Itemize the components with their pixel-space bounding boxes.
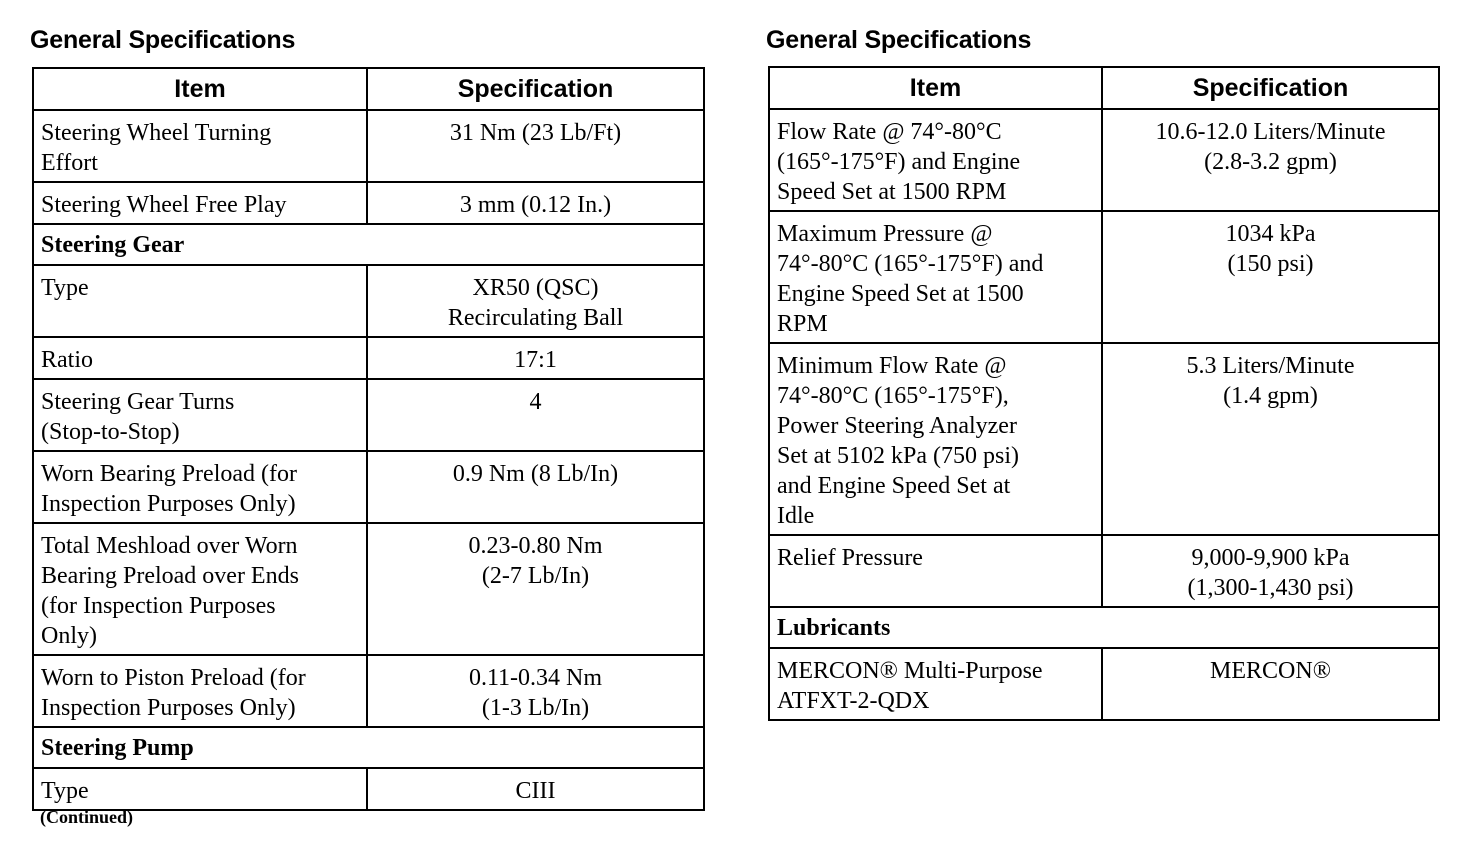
left-spec-table (32, 67, 705, 811)
item-text-line: Steering Wheel Free Play (41, 192, 287, 218)
item-text-line: Bearing Preload over Ends (41, 563, 299, 589)
item-cell (33, 379, 367, 451)
specification-cell (367, 451, 704, 523)
specification-text-line: (1-3 Lb/In) (481, 695, 590, 721)
table-header-row (33, 68, 704, 110)
specification-text-line: 0.9 Nm (8 Lb/In) (452, 461, 619, 487)
specification-text-line: CIII (515, 778, 556, 804)
specification-text-line: 4 (529, 389, 542, 415)
item-text-line: 74°-80°C (165°-175°F) and (777, 251, 1044, 277)
right-section-title: General Specifications (766, 26, 1032, 54)
section-row (33, 727, 704, 768)
item-text-line: 74°-80°C (165°-175°F), (777, 383, 1009, 409)
specification-cell (1102, 343, 1439, 535)
specification-text-line: 0.11-0.34 Nm (468, 665, 603, 691)
item-cell (33, 337, 367, 379)
table-row (33, 379, 704, 451)
item-text-line: Worn Bearing Preload (for (41, 461, 297, 487)
item-cell (33, 523, 367, 655)
item-text-line: Power Steering Analyzer (777, 413, 1017, 439)
item-text-line: Type (41, 275, 89, 301)
item-text-line: Flow Rate @ 74°-80°C (777, 119, 1002, 145)
item-cell (33, 451, 367, 523)
section-label: Lubricants (769, 607, 1439, 648)
specification-text-line: 9,000-9,900 kPa (1191, 545, 1350, 571)
item-text-line: (for Inspection Purposes (41, 593, 276, 619)
specification-text-line: Recirculating Ball (447, 305, 624, 331)
item-cell (769, 343, 1102, 535)
item-text-line: Idle (777, 503, 815, 529)
specification-text-line: XR50 (QSC) (472, 275, 599, 301)
item-cell (33, 265, 367, 337)
section-row (769, 607, 1439, 648)
item-text-line: and Engine Speed Set at (777, 473, 1011, 499)
column-header-specification: Specification (367, 68, 704, 110)
specification-text-line: 0.23-0.80 Nm (468, 533, 603, 559)
item-text-line: Minimum Flow Rate @ (777, 353, 1007, 379)
specification-text-line: (1.4 gpm) (1223, 383, 1318, 409)
item-text-line: Total Meshload over Worn (41, 533, 298, 559)
item-cell (769, 648, 1102, 720)
item-text-line: Worn to Piston Preload (for (41, 665, 306, 691)
specification-text-line: 1034 kPa (1225, 221, 1316, 247)
item-text-line: Engine Speed Set at 1500 (777, 281, 1024, 307)
table-row (33, 182, 704, 224)
item-text-line: RPM (777, 311, 828, 337)
column-header-specification: Specification (1102, 67, 1439, 109)
table-row (769, 535, 1439, 607)
item-cell (33, 768, 367, 810)
specification-text-line: (1,300-1,430 psi) (1187, 575, 1354, 601)
section-label: Steering Gear (33, 224, 704, 265)
column-header-item: Item (33, 68, 367, 110)
specification-cell (367, 265, 704, 337)
table-row (33, 110, 704, 182)
specification-text-line: 3 mm (0.12 In.) (459, 192, 612, 218)
table-row (33, 451, 704, 523)
item-text-line: Ratio (41, 347, 93, 373)
left-section-title: General Specifications (30, 26, 296, 54)
specification-text-line: (2-7 Lb/In) (481, 563, 590, 589)
item-text-line: Inspection Purposes Only) (41, 491, 296, 517)
item-text-line: Steering Gear Turns (41, 389, 235, 415)
continued-footnote: (Continued) (40, 807, 134, 827)
item-text-line: (165°-175°F) and Engine (777, 149, 1021, 175)
item-text-line: MERCON® Multi-Purpose (777, 658, 1043, 684)
table-row (769, 109, 1439, 211)
item-text-line: ATFXT-2-QDX (777, 688, 930, 714)
table-header-row (769, 67, 1439, 109)
item-text-line: Relief Pressure (777, 545, 923, 571)
right-spec-table (768, 66, 1440, 721)
specification-cell (1102, 535, 1439, 607)
table-row (33, 523, 704, 655)
specification-cell (367, 110, 704, 182)
item-cell (769, 109, 1102, 211)
item-cell (769, 535, 1102, 607)
table-row (33, 655, 704, 727)
item-text-line: Inspection Purposes Only) (41, 695, 296, 721)
item-text-line: Maximum Pressure @ (777, 221, 993, 247)
item-cell (33, 655, 367, 727)
section-label: Steering Pump (33, 727, 704, 768)
section-row (33, 224, 704, 265)
specification-text-line: 31 Nm (23 Lb/Ft) (449, 120, 622, 146)
item-text-line: Set at 5102 kPa (750 psi) (777, 443, 1019, 469)
specification-text-line: 17:1 (514, 347, 557, 373)
specification-cell (367, 523, 704, 655)
specification-text-line: (2.8-3.2 gpm) (1204, 149, 1337, 175)
specification-text-line: (150 psi) (1227, 251, 1314, 277)
item-text-line: Type (41, 778, 89, 804)
item-text-line: (Stop-to-Stop) (41, 419, 180, 445)
specification-cell (1102, 648, 1439, 720)
table-row (33, 337, 704, 379)
specification-cell (367, 768, 704, 810)
specification-text-line: 10.6-12.0 Liters/Minute (1155, 119, 1386, 145)
specification-cell (367, 655, 704, 727)
table-row (33, 265, 704, 337)
item-text-line: Only) (41, 623, 97, 649)
table-row (769, 343, 1439, 535)
specification-cell (367, 337, 704, 379)
item-cell (33, 182, 367, 224)
table-row (769, 211, 1439, 343)
table-row (33, 768, 704, 810)
column-header-item: Item (769, 67, 1102, 109)
specification-cell (367, 182, 704, 224)
item-text-line: Steering Wheel Turning (41, 120, 272, 146)
specification-cell (1102, 109, 1439, 211)
table-row (769, 648, 1439, 720)
item-text-line: Speed Set at 1500 RPM (777, 179, 1007, 205)
item-cell (33, 110, 367, 182)
specification-text-line: 5.3 Liters/Minute (1186, 353, 1355, 379)
specification-cell (1102, 211, 1439, 343)
specification-text-line: MERCON® (1210, 658, 1331, 684)
item-cell (769, 211, 1102, 343)
item-text-line: Effort (41, 150, 98, 176)
specification-cell (367, 379, 704, 451)
